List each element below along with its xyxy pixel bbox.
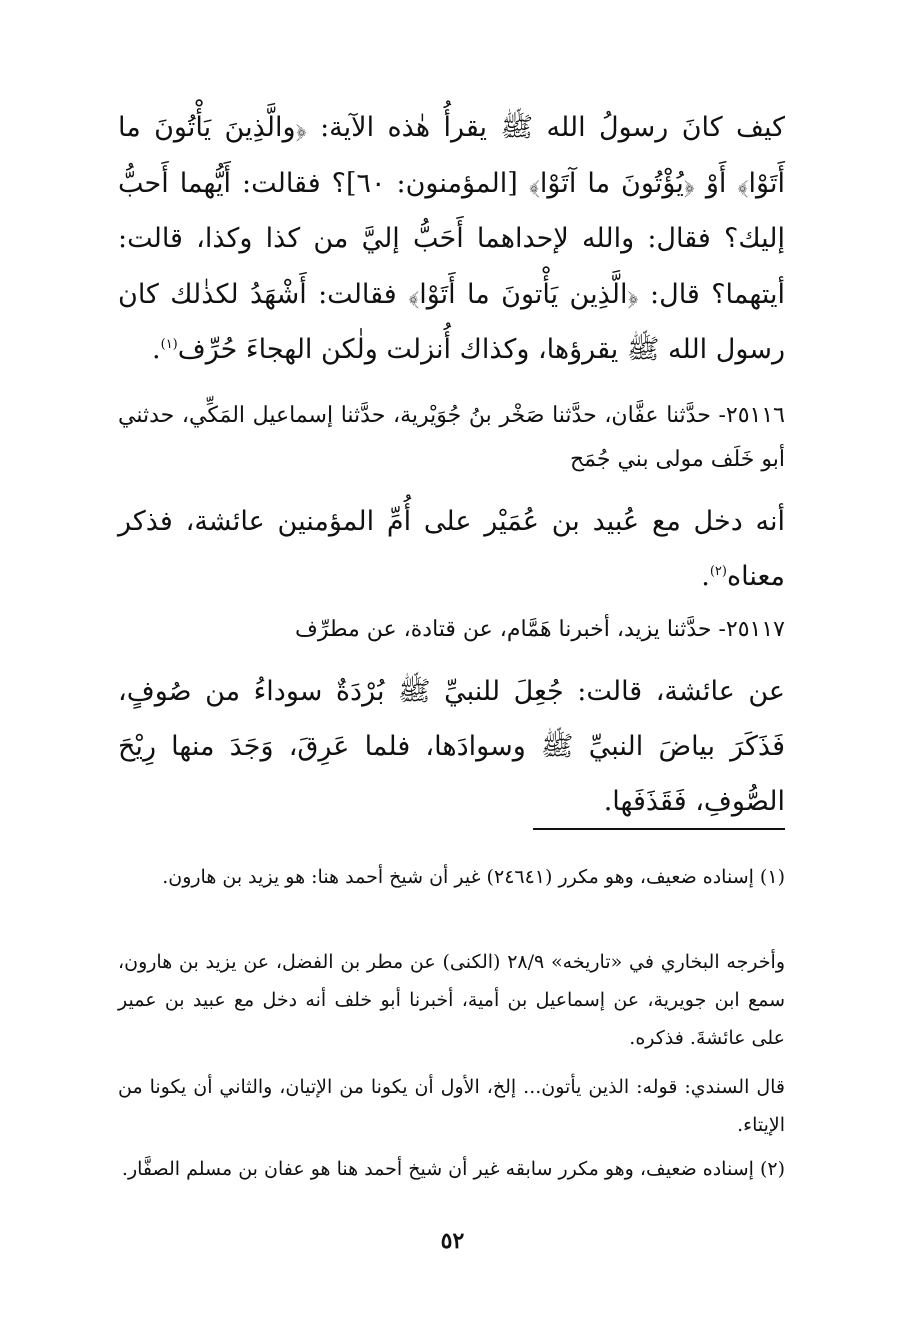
- page-number: ٥٢: [440, 1228, 465, 1254]
- footnote-1-takhrij: وأخرجه البخاري في «تاريخه» ٢٨/٩ (الكنى) عن مطر بن الفضل، عن يزيد بن هارون، سمع ابن جويرية، عن إسماعيل بن أمية، أخبرنا أبو خلف أنه دخل مع عبيد بن عمير على عائشةَ. فذكره.: [118, 951, 785, 1049]
- main-paragraph: [118, 100, 785, 378]
- footnote-2: (٢) إسناده ضعيف، وهو مكرر سابقه غير أن شيخ أحمد هنا هو عفان بن مسلم الصفَّار.: [121, 1158, 785, 1180]
- footnote-1: (١) إسناده ضعيف، وهو مكرر (٢٤٦٤١) غير أن شيخ أحمد هنا: هو يزيد بن هارون.: [162, 866, 785, 888]
- footnote-ref-1: (١): [160, 337, 178, 352]
- footnote-separator: [533, 828, 785, 830]
- hadith-25116-matn-text: أنه دخل مع عُبيد بن عُمَيْر على أُمِّ المؤمنين عائشة، فذكر معناه: [118, 506, 785, 592]
- hadith-25116-matn: [118, 494, 785, 604]
- hadith-25116-matn-end: .: [701, 561, 710, 592]
- main-paragraph-text: كيف كانَ رسولُ الله ﷺ يقرأُ هٰذه الآية: ﴿والَّذِينَ يَأْتُونَ ما أَتَوْا﴾ أَوْ ﴿يُؤْتُونَ ما آتَوْا﴾ [المؤمنون: ٦٠]؟ فقالت: أَيُّهما أَحبُّ إليك؟ فقال: والله لإحداهما أَحَبُّ إليَّ من كذا وكذا، قالت: أيتهما؟ قال: ﴿الَّذِين يَأْتونَ ما أَتَوْا﴾ فقالت: أَشْهَدُ لكذٰلك كان رسول الله ﷺ يقرؤها، وكذاك أُنزلت ولٰكن الهجاءَ حُرِّف: [118, 112, 785, 365]
- main-paragraph-end: .: [152, 334, 161, 365]
- hadith-25117-isnad: ٢٥١١٧- حدَّثنا يزيد، أخبرنا هَمَّام، عن قتادة، عن مطرِّف: [295, 617, 785, 642]
- hadith-25117-matn: عن عائشة، قالت: جُعِلَ للنبيِّ ﷺ بُرْدَةٌ سوداءُ من صُوفٍ، فَذَكَرَ بياضَ النبيِّ ﷺ وسوادَها، فلما عَرِقَ، وَجَدَ منها رِيْحَ الصُّوفِ، فَقَذَفَها.: [118, 676, 785, 817]
- footnote-ref-2: (٢): [709, 564, 727, 579]
- hadith-25116-isnad: ٢٥١١٦- حدَّثنا عفَّان، حدَّثنا صَخْر بنُ جُوَيْرية، حدَّثنا إسماعيل المَكِّي، حدثني أبو خَلَف مولى بني جُمَح: [118, 403, 785, 472]
- footnote-1-sindi: قال السندي: قوله: الذين يأتون... إلخ، الأول أن يكونا من الإتيان، والثاني أن يكونا من الإيتاء.: [118, 1076, 785, 1136]
